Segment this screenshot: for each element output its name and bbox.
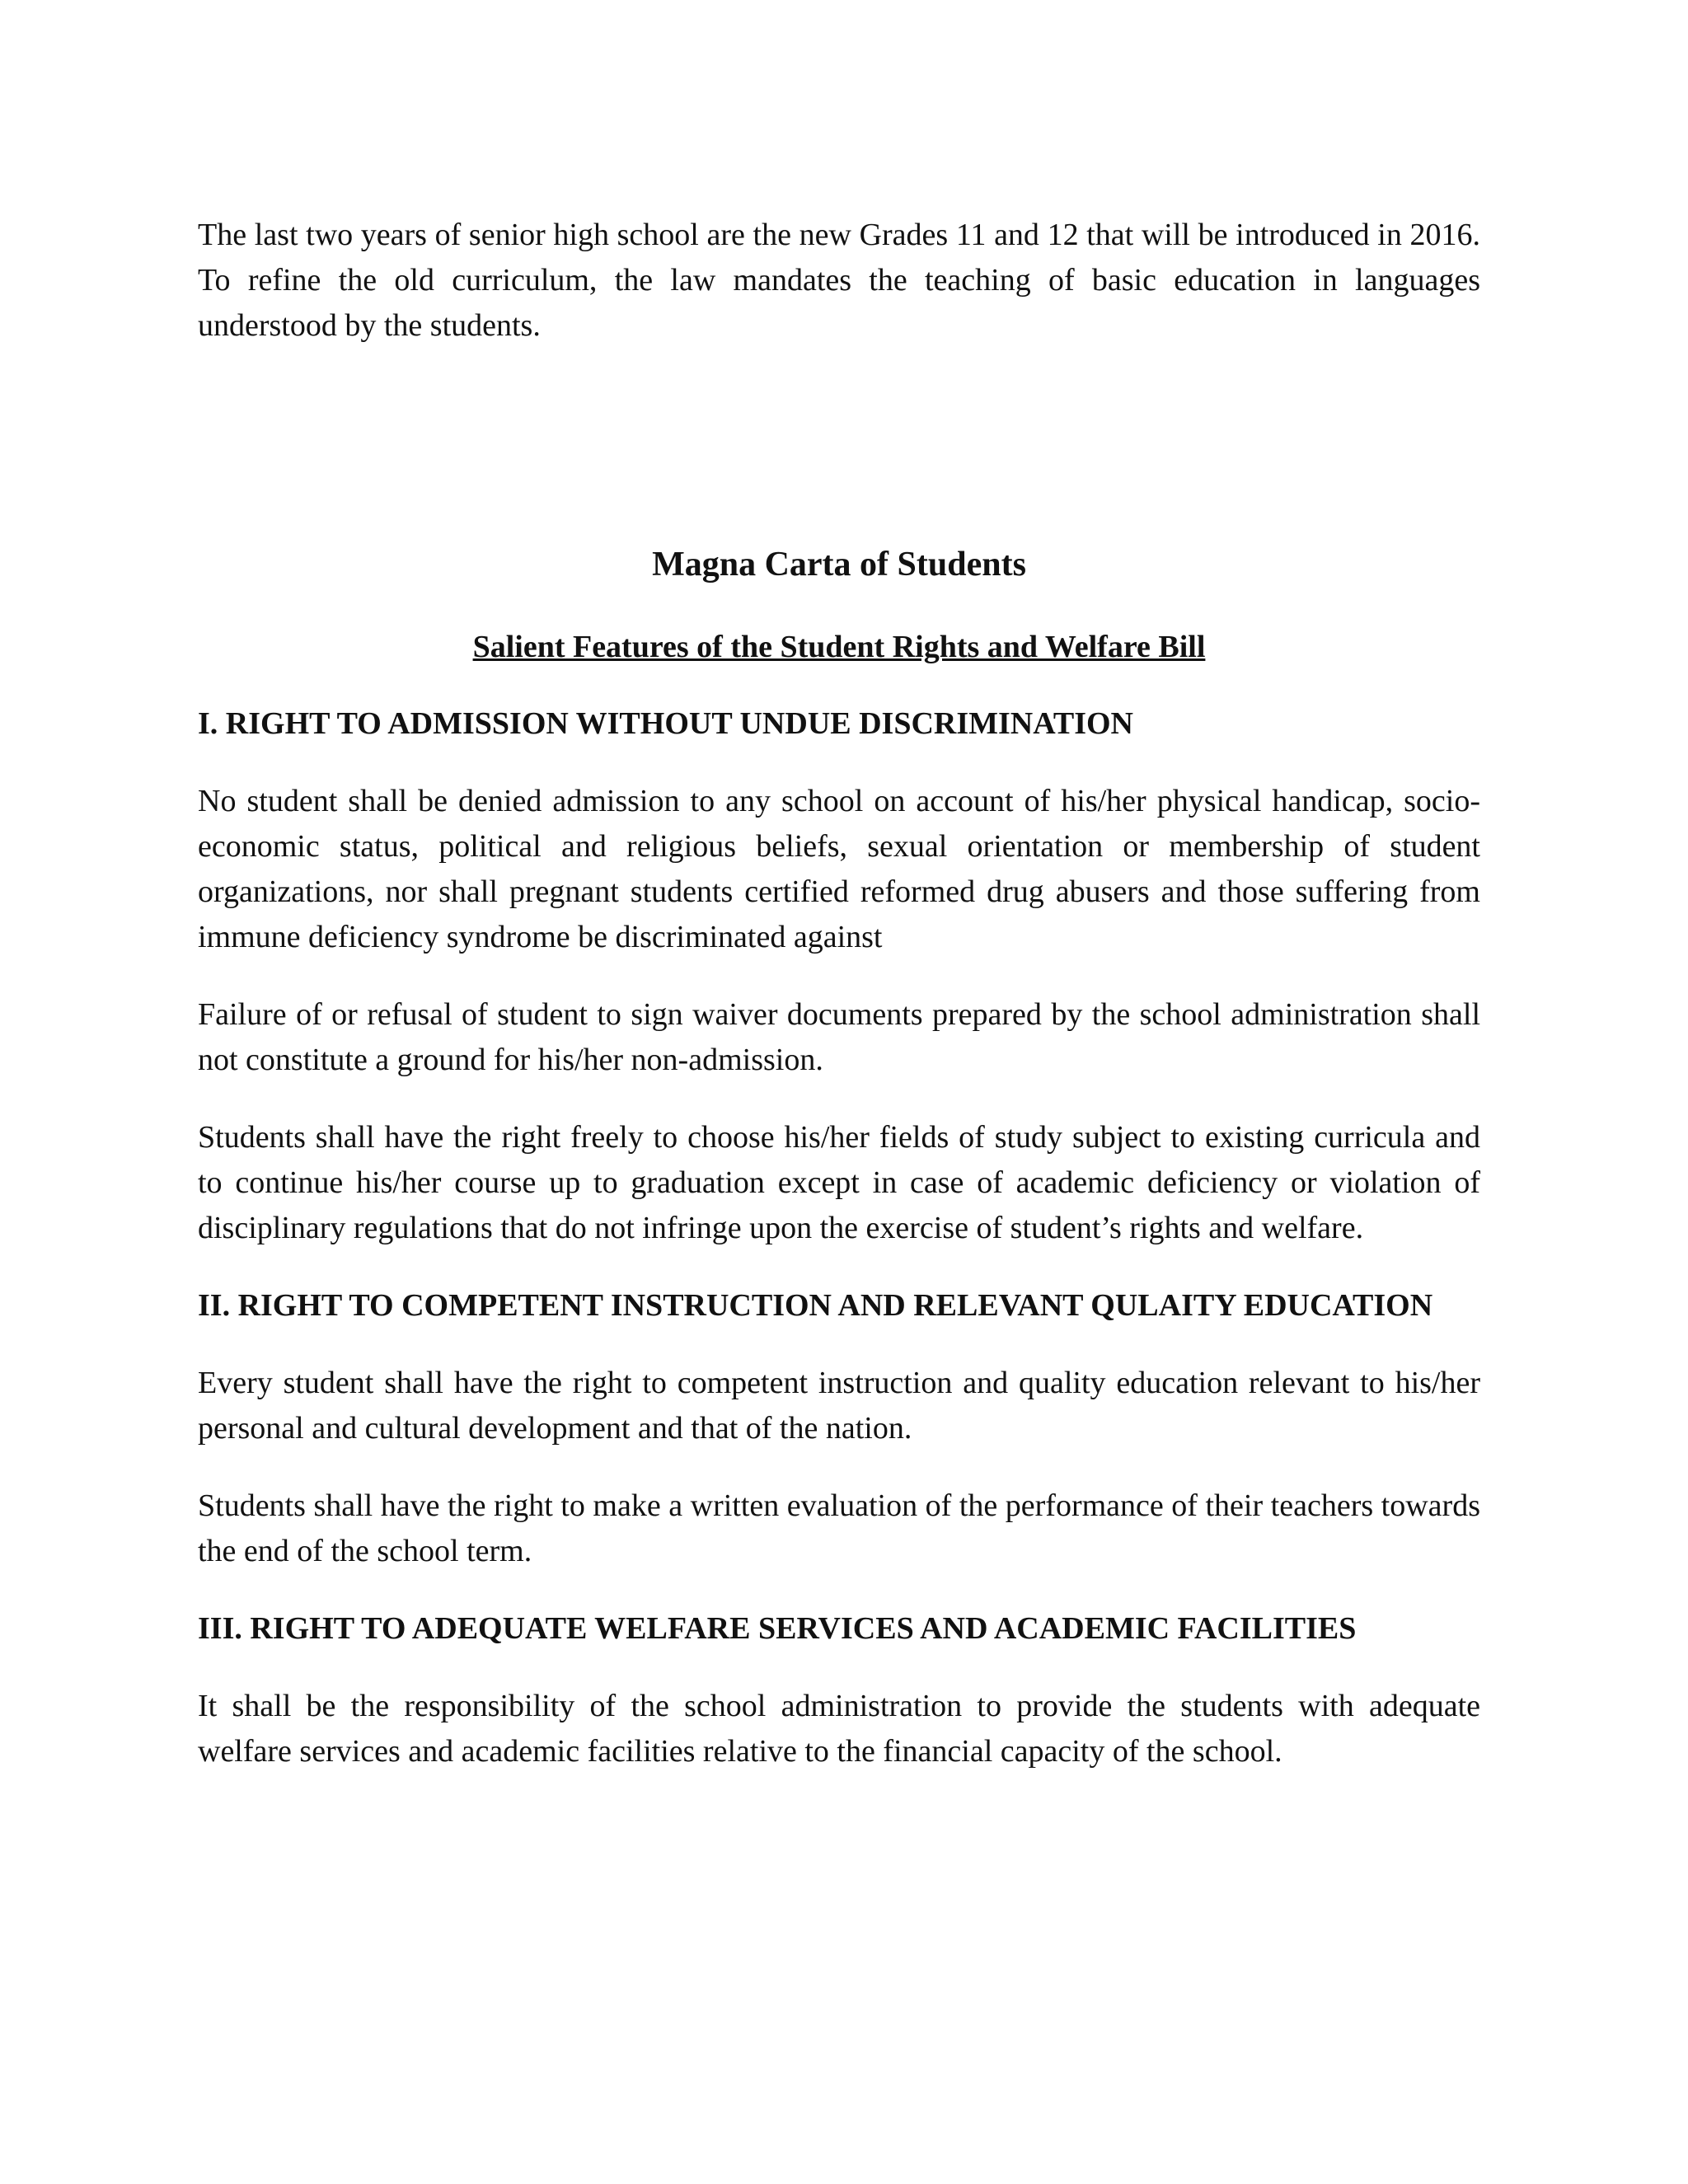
- document-subtitle: Salient Features of the Student Rights and Welfare Bill: [472, 630, 1206, 664]
- section-heading: I. RIGHT TO ADMISSION WITHOUT UNDUE DISCRIMINATION: [198, 706, 1133, 741]
- document-title: Magna Carta of Students: [652, 546, 1026, 583]
- section-admission: [198, 701, 1480, 1251]
- section-paragraph: No student shall be denied admission to any school on account of his/her physical handicap, socio-economic status, political and religious beliefs, sexual orientation or membership of student organizations, nor shall pregnant students certified reformed drug abusers and those suffering from immune deficiency syndrome be discriminated against: [198, 784, 1480, 954]
- section-paragraph: It shall be the responsibility of the school administration to provide the students with adequate welfare services and academic facilities relative to the financial capacity of the school.: [198, 1689, 1480, 1769]
- sections-container: [198, 701, 1480, 1807]
- section-paragraph: Students shall have the right to make a written evaluation of the performance of their teachers towards the end of the school term.: [198, 1488, 1480, 1568]
- section-instruction: [198, 1283, 1480, 1574]
- section-heading: III. RIGHT TO ADEQUATE WELFARE SERVICES AND ACADEMIC FACILITIES: [198, 1611, 1357, 1646]
- section-paragraph: Every student shall have the right to competent instruction and quality education relevant to his/her personal and cultural development and that of the nation.: [198, 1366, 1480, 1446]
- document-page: [198, 213, 1480, 1769]
- section-heading: II. RIGHT TO COMPETENT INSTRUCTION AND RELEVANT QULAITY EDUCATION: [198, 1288, 1433, 1323]
- section-paragraph: Failure of or refusal of student to sign waiver documents prepared by the school administration shall not constitute a ground for his/her non-admission.: [198, 997, 1480, 1077]
- intro-paragraph: The last two years of senior high school are the new Grades 11 and 12 that will be introduced in 2016. To refine the old curriculum, the law mandates the teaching of basic education in languages understood by the students.: [198, 218, 1480, 343]
- section-welfare: [198, 1606, 1480, 1774]
- section-paragraph: Students shall have the right freely to choose his/her fields of study subject to existing curricula and to continue his/her course up to graduation except in case of academic deficiency or violation of disciplinary regulations that do not infringe upon the exercise of student’s rights and welfare.: [198, 1120, 1480, 1245]
